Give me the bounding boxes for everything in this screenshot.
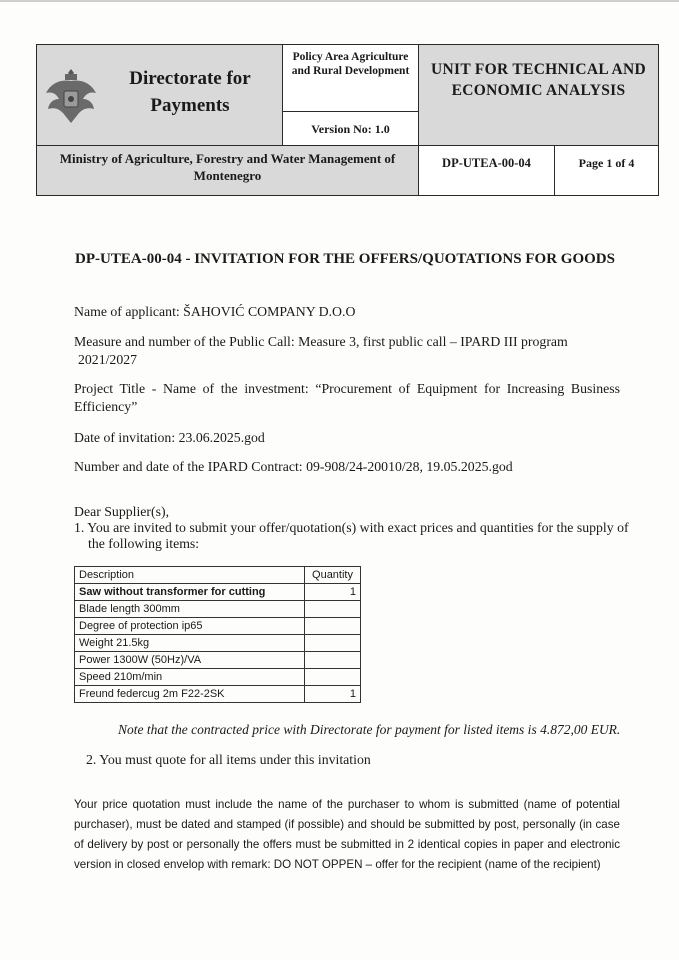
- contracted-price-note: Note that the contracted price with Directorate for payment for listed items is 4.872,00 EUR.: [118, 722, 621, 737]
- version-cell: [282, 111, 419, 146]
- policy-area-cell: [282, 44, 419, 112]
- applicant-name: Name of applicant: ŠAHOVIĆ COMPANY D.O.O: [74, 304, 356, 319]
- version-number: Version No: 1.0: [311, 122, 390, 136]
- point-1-line-2: the following items:: [88, 536, 200, 551]
- measure-line-1: Measure and number of the Public Call: Measure 3, first public call – IPARD III program: [74, 334, 568, 349]
- directorate-title: Directorate for Payments: [129, 68, 251, 116]
- point-2: 2. You must quote for all items under this invitation: [86, 752, 371, 767]
- items-table: [74, 566, 361, 703]
- page-number: Page 1 of 4: [578, 156, 635, 170]
- table-header-row: [75, 567, 361, 584]
- contract-number: Number and date of the IPARD Contract: 09-908/24-20010/28, 19.05.2025.god: [74, 459, 513, 474]
- greeting: Dear Supplier(s),: [74, 504, 170, 519]
- quotation-instructions: Your price quotation must include the name of the purchaser to whom is submitted (name of potential purchaser), must be dated and stamped (if possible) and should be submitted by post, personally (in case of delivery by post or personally the offers must be submitted in 2 identical copies in paper and electronic version in closed envelop with remark: DO NOT OPPEN – offer for the recipient (name of the recipient): [74, 798, 620, 871]
- item-description: Speed 210m/min: [75, 669, 305, 686]
- item-description: Saw without transformer for cutting: [75, 584, 305, 601]
- invitation-date: Date of invitation: 23.06.2025.god: [74, 430, 265, 445]
- item-quantity: 1: [305, 686, 361, 703]
- item-quantity: 1: [305, 584, 361, 601]
- unit-title: UNIT FOR TECHNICAL AND ECONOMIC ANALYSIS: [431, 61, 646, 99]
- header-table: [36, 44, 659, 196]
- item-description: Weight 21.5kg: [75, 635, 305, 652]
- item-quantity: [305, 669, 361, 686]
- project-title: Project Title - Name of the investment: “Procurement of Equipment for Increasing Business Efficiency”: [74, 381, 620, 414]
- table-row: [75, 601, 361, 618]
- doc-code: DP-UTEA-00-04: [442, 156, 531, 170]
- ministry-name: Ministry of Agriculture, Forestry and Water Management of Montenegro: [59, 151, 396, 183]
- policy-area: Policy Area Agriculture and Rural Development: [291, 51, 410, 77]
- item-description: Degree of protection ip65: [75, 618, 305, 635]
- item-quantity: [305, 635, 361, 652]
- table-row: [75, 669, 361, 686]
- table-row: [75, 652, 361, 669]
- ministry-cell: [36, 145, 419, 196]
- doc-code-cell: [418, 145, 555, 196]
- page-cell: [554, 145, 659, 196]
- item-description: Freund federcug 2m F22-2SK: [75, 686, 305, 703]
- point-1-line-1: 1. You are invited to submit your offer/quotation(s) with exact prices and quantities for the supply of: [74, 520, 629, 535]
- table-row: [75, 584, 361, 601]
- item-description: Power 1300W (50Hz)/VA: [75, 652, 305, 669]
- item-quantity: [305, 601, 361, 618]
- document-title: DP-UTEA-00-04 - INVITATION FOR THE OFFERS/QUOTATIONS FOR GOODS: [75, 251, 615, 267]
- item-quantity: [305, 618, 361, 635]
- table-row: [75, 686, 361, 703]
- unit-cell: [418, 44, 659, 146]
- column-header: Description: [75, 567, 305, 584]
- montenegro-crest-icon: [43, 65, 99, 127]
- item-description: Blade length 300mm: [75, 601, 305, 618]
- table-row: [75, 635, 361, 652]
- table-row: [75, 618, 361, 635]
- measure-line-2: 2021/2027: [78, 352, 138, 367]
- item-quantity: [305, 652, 361, 669]
- directorate-cell: [36, 44, 283, 146]
- scan-edge: [0, 0, 679, 2]
- column-header: Quantity: [305, 567, 361, 584]
